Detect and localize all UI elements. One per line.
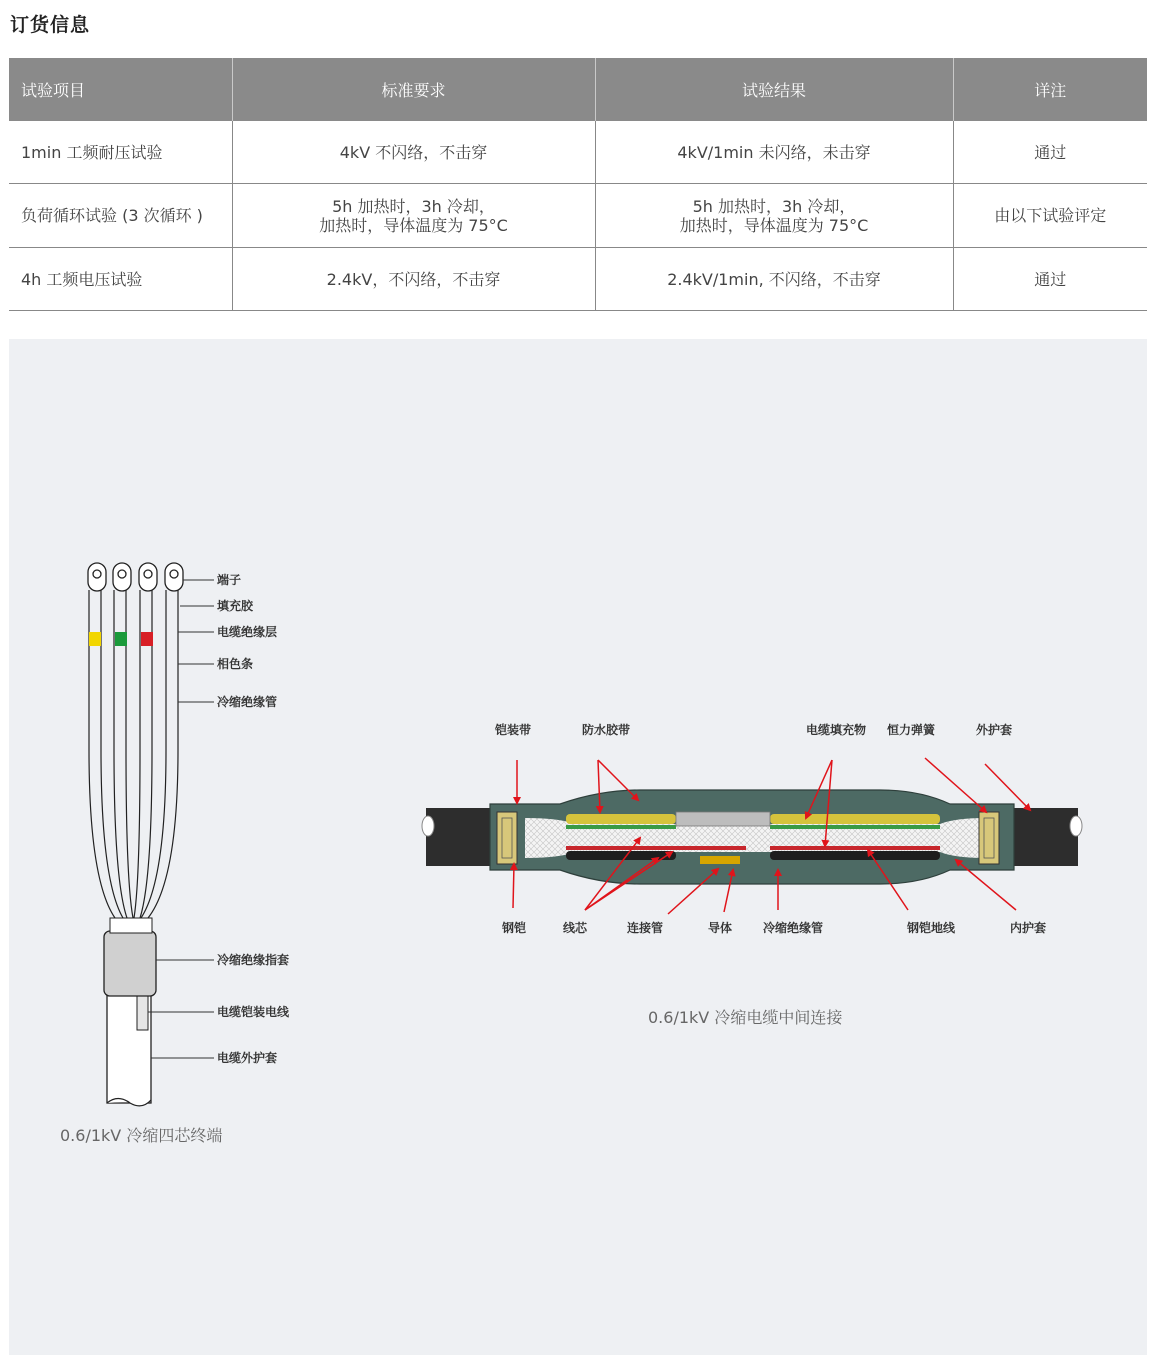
header-standard: 标准要求 bbox=[232, 58, 595, 121]
joint-caption: 0.6/1kV 冷缩电缆中间连接 bbox=[648, 1008, 843, 1027]
header-result: 试验结果 bbox=[595, 58, 953, 121]
termination-diagram bbox=[60, 563, 290, 1145]
cell-notes: 由以下试验评定 bbox=[953, 184, 1147, 248]
test-spec-table bbox=[9, 58, 1147, 311]
header-test-item: 试验项目 bbox=[9, 58, 232, 121]
cell-test-item: 4h 工频电压试验 bbox=[9, 248, 232, 311]
header-notes: 详注 bbox=[953, 58, 1147, 121]
phase-band-red bbox=[141, 632, 153, 646]
table-row bbox=[9, 248, 1147, 311]
termination-caption: 0.6/1kV 冷缩四芯终端 bbox=[60, 1126, 223, 1145]
label-filler: 填充胶 bbox=[217, 599, 254, 613]
label-insulation: 电缆绝缘层 bbox=[217, 625, 278, 639]
joint-diagram bbox=[422, 722, 1082, 1027]
cell-test-item: 负荷循环试验 (3 次循环 ) bbox=[9, 184, 232, 248]
figure-panel bbox=[9, 339, 1147, 1355]
label-finger-sleeve: 冷缩绝缘指套 bbox=[217, 953, 290, 967]
label-steel-armor: 钢铠 bbox=[502, 921, 527, 935]
label-terminal: 端子 bbox=[217, 573, 242, 587]
label-armor-tape: 铠装带 bbox=[495, 723, 532, 737]
label-outer-jacket: 外护套 bbox=[976, 723, 1013, 737]
cell-result: 4kV/1min 未闪络，未击穿 bbox=[595, 121, 953, 184]
table-row bbox=[9, 184, 1147, 248]
label-cold-shrink-tube: 冷缩绝缘管 bbox=[217, 695, 278, 709]
label-armor-ground-wire: 钢铠地线 bbox=[907, 921, 956, 935]
cell-standard: 2.4kV，不闪络，不击穿 bbox=[232, 248, 595, 311]
label-cold-shrink-insulation: 冷缩绝缘管 bbox=[763, 921, 824, 935]
label-cable-filler: 电缆填充物 bbox=[806, 723, 867, 737]
label-waterproof-tape: 防水胶带 bbox=[582, 723, 631, 737]
cell-notes: 通过 bbox=[953, 121, 1147, 184]
figures-svg bbox=[9, 339, 1147, 1355]
label-phase-band: 相色条 bbox=[217, 657, 254, 671]
cell-result: 2.4kV/1min, 不闪络，不击穿 bbox=[595, 248, 953, 311]
label-inner-sheath: 内护套 bbox=[1010, 921, 1047, 935]
label-conductor: 导体 bbox=[708, 921, 733, 935]
page-title: 订货信息 bbox=[10, 14, 91, 36]
cell-notes: 通过 bbox=[953, 248, 1147, 311]
phase-band-yellow bbox=[89, 632, 101, 646]
label-armor-wire: 电缆铠装电线 bbox=[217, 1005, 290, 1019]
label-connector-tube: 连接管 bbox=[627, 921, 664, 935]
label-constant-spring: 恒力弹簧 bbox=[887, 723, 936, 737]
cell-standard: 5h 加热时，3h 冷却， 加热时，导体温度为 75°C bbox=[232, 184, 595, 248]
label-core: 线芯 bbox=[563, 921, 588, 935]
cell-test-item: 1min 工频耐压试验 bbox=[9, 121, 232, 184]
label-outer-sheath: 电缆外护套 bbox=[217, 1051, 278, 1065]
cell-result: 5h 加热时，3h 冷却， 加热时，导体温度为 75°C bbox=[595, 184, 953, 248]
cell-standard: 4kV 不闪络，不击穿 bbox=[232, 121, 595, 184]
table-row bbox=[9, 121, 1147, 184]
phase-band-green bbox=[115, 632, 127, 646]
table-header-row bbox=[9, 58, 1147, 121]
